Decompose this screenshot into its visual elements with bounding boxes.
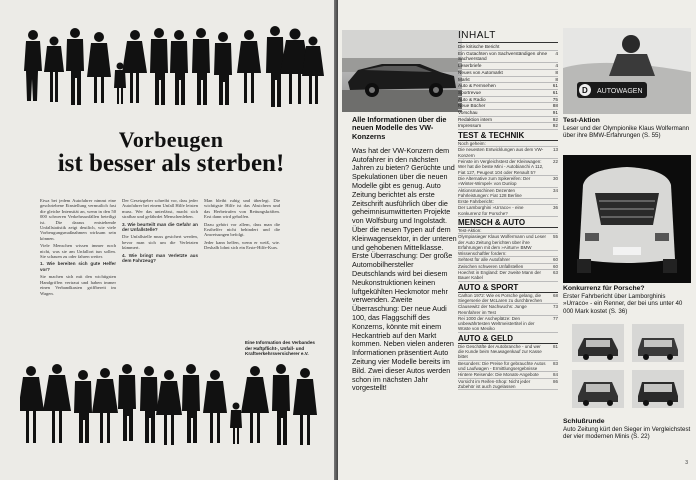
paragraph: Der Gesetzgeber schreibt vor, dass jeder Autofahrer bei einem Unfall Hilfe leisten muss. Wer das unterlässt, macht sich strafbar und gefährdet Menschenleben. (122, 198, 198, 220)
toc-entry-page: 55 (552, 234, 558, 240)
toc-entry-label: Wissenschaftler fordern: (458, 251, 507, 257)
publisher-note: Eine Information des Verbandes der Haftpflicht-, Unfall- und Kraftverkehrsversicherer e.V. (245, 340, 315, 357)
toc-row-page: 8 (555, 76, 558, 82)
toc-row (458, 70, 558, 77)
caption-title: Schlußrunde (563, 418, 605, 425)
toc-row-label: Die kritische Bericht (458, 44, 500, 49)
toc-entry-page: 60 (552, 257, 558, 263)
toc-entry-label: Rei 1000 der Ascheplätze: Den unbewährtesten Weltmeistertitel in der Wüste von Mexiko (458, 315, 535, 332)
toc-entry-page: 73 (552, 304, 558, 310)
toc-entry (458, 316, 558, 333)
toc-row-label: Redaktion intern (458, 116, 493, 122)
subheading: 1. Wie bereiten sich gute Helfer vor? (40, 261, 116, 272)
paragraph: Die Unfallstelle muss gesichert werden, bevor man sich um die Verletzten kümmert. (122, 234, 198, 251)
toc-row-page: 4 (555, 63, 558, 69)
toc-entry-label: Carlton 1972: Wie es Porsche gelang, die Siegerserie der McLaren zu durchbrechen (458, 292, 543, 303)
toc-entry (458, 379, 558, 391)
toc-row (458, 110, 558, 117)
toc-entry-label: Die Geschäfte der Autobranche - und wer die Kunde beim Neuwagenkauf zur Kasse bittet (458, 343, 542, 360)
toc-row-page: 92 (552, 116, 558, 122)
toc-row-page: 4 (555, 50, 558, 56)
caption-title: Test-Aktion (563, 117, 600, 124)
toc-row (458, 83, 558, 90)
caption-title: Konkurrenz für Porsche? (563, 285, 645, 292)
toc-entry-page: 60 (552, 263, 558, 269)
vw-article-intro (352, 116, 457, 393)
left-page (0, 0, 334, 480)
headline (40, 128, 302, 176)
toc-entry-label: Clausewitz der Nachwuchs: Junge Rennfahrer im Test (458, 304, 527, 315)
paragraph: Dazu gehört vor allem, dass man die Ersthelfer nicht behindert und die Anweisungen befolgt. (204, 221, 280, 238)
toc-entry-page: 86 (552, 378, 558, 384)
paragraph: Sie machen sich mit den wichtigsten Handgriffen vertraut und haben immer einen Verbandkasten griffbereit im Wagen. (40, 274, 116, 296)
toc-entry (458, 361, 558, 373)
toc-row (458, 44, 558, 51)
toc-entry-label: Test-Aktion: (458, 228, 482, 233)
toc-entry-label: Erste Fahrbericht: (458, 199, 494, 205)
toc-section-title: TEST & TECHNIK (458, 131, 558, 141)
intro-body: Was hat der VW-Konzern dem Autofahrer in den nächsten Jahren zu bieten? Gerüchte und Spekulationen über die neuen Modelle gibt es genug. Auto Zeitung berichtet als erste Zeitschrift ausführlich über die geheimnisumwitterten Projekte von Wolfsburg und Ingolstadt. Über die neuen Typen auf dem Kleinwagensektor, in der unteren und gehobenen Mittelklasse. Erste Überraschung: Der große Automobilhersteller Deutschlands wird bei diesem Neukonstruktionen keinen luftgekühlten Heckmotor mehr verwenden. Zweite Überraschung: Der neue Audi 100, das Flaggschiff des Konzerns, könnte mit einem Heckantrieb auf den Markt kommen. Neben vielen anderen Informationen präsentiert Auto Zeitung vier Modelle bereits im Bild. Zwei dieser Autos werden schon im nächsten Jahr vorgestellt! (352, 145, 457, 393)
article-column-3 (204, 198, 280, 253)
toc-row-page: 91 (552, 110, 558, 116)
toc-row-page: 61 (552, 89, 558, 95)
toc-entry (458, 293, 558, 305)
toc-row (458, 97, 558, 104)
toc-row-page: 75 (552, 96, 558, 102)
toc-row-label: Sportrevue (458, 89, 481, 95)
subheading: 4. Wie bringt man Verletzte aus dem Fahrzeug? (122, 252, 198, 264)
toc-row (458, 63, 558, 70)
plate-text: AUTOWAGEN (597, 88, 643, 95)
toc-row-label: Leserbriefe (458, 63, 482, 69)
test-action-photo (563, 28, 691, 114)
final-caption (563, 418, 691, 441)
toc-entry (458, 188, 558, 200)
paragraph: Viele Menschen wissen immer noch nicht, was sie am Unfallort tun sollen. Sie schauen zu oder fahren weiter. (40, 243, 116, 260)
subheading: 3. Wie beurteilt man die Gefahr an der Unfallstelle? (122, 221, 198, 233)
silhouette-crowd-bottom (20, 360, 325, 452)
toc-entry-page: 22 (552, 159, 558, 165)
four-minis-photo (568, 322, 688, 412)
toc-row-page: 88 (552, 103, 558, 109)
caption-body: Auto Zeitung kürt den Sieger im Vergleichstest der vier modernen Minis (S. 22) (563, 425, 691, 441)
toc-entry-label: Hoechst in England: Der zweite Mann der Bauer Kabel (458, 270, 542, 281)
right-page (338, 0, 696, 480)
toc-entry-page: 36 (552, 205, 558, 211)
toc-sections (458, 131, 558, 390)
toc-row-page: 61 (552, 83, 558, 89)
intro-title: Alle Informationen über die neuen Modelle des VW-Konzerns (352, 115, 447, 141)
toc-entry-label: Hintere Reisende: Die Monats-Angebote (458, 372, 539, 378)
toc-entry (458, 159, 558, 176)
silhouette-crowd-top (20, 24, 325, 114)
toc-entry-label: Noch geheim: (458, 141, 486, 147)
article-column-2 (122, 198, 198, 265)
toc-entry-page: 30 (552, 175, 558, 181)
paragraph: Man bleibt ruhig und überlegt. Die wichtigste Hilfe ist das Absichern und das Herbeirufen von Rettungskräften. Erst dann wird geholfen. (204, 198, 280, 220)
caption-body: Erster Fahrbericht über Lamborghinis »Urraco« - ein Renner, der bei uns unter 40 000 Mark kostet (S. 36) (563, 292, 683, 315)
toc-row-label: Ein Gutachten von Sachverständigen ohne Sachverstand (458, 50, 548, 62)
toc-row (458, 77, 558, 84)
toc-entry-label: Besonders: Die Preise für gebrauchte Autos und Laufwagen - Ermittlungsergebnisse (458, 360, 546, 371)
toc-row-label: Auto & Radio (458, 96, 486, 102)
toc-entry-label: Zwischen schweren Unfallstellen (458, 263, 524, 269)
toc-entry (458, 176, 558, 188)
toc-row (458, 123, 558, 130)
toc-entry-label: Der Lamborghini »Urraco« - eine Konkurrenz für Porsche? (458, 205, 524, 216)
toc-row-page: 92 (552, 123, 558, 129)
toc-entry (458, 234, 558, 251)
toc-entry-page: 81 (552, 343, 558, 349)
paragraph: Jeder kann helfen, wenn er weiß, wie. Deshalb lohnt sich ein Erste-Hilfe-Kurs. (204, 239, 280, 251)
toc-entry-label: Aktionsmaschinen Dezenten Fahrleistungen: Fiat 128 Berline (458, 187, 522, 198)
test-action-caption (563, 117, 691, 140)
toc-entry (458, 304, 558, 316)
toc-row (458, 90, 558, 97)
toc-entry-label: Sehtest für alle Autofahrer (458, 257, 511, 263)
article-column-1 (40, 198, 116, 298)
toc-entry-label: Die neuesten Entwicklungen aus dem VW-Konzern (458, 147, 544, 158)
caption-body: Leser und der Olympionike Klaus Wolfermann über ihre BMW-Erfahrungen (S. 55) (563, 124, 690, 140)
toc-entry (458, 344, 558, 361)
toc-row (458, 103, 558, 110)
vw-car-photo (342, 30, 462, 112)
table-of-contents (458, 30, 558, 390)
toc-entry-page: 63 (552, 270, 558, 276)
toc-row-label: Neues von Automarkt (458, 69, 503, 75)
toc-section-title: AUTO & SPORT (458, 283, 558, 293)
toc-row-label: Auto & Fernsehen (458, 83, 496, 89)
toc-entry-label: Die Alternative zum Spikereifen: Der »Winter-Wimpel« von Dunlop (458, 175, 531, 187)
lamborghini-photo (563, 155, 691, 283)
toc-row-page: 8 (555, 69, 558, 75)
toc-row (458, 51, 558, 63)
toc-entry (458, 205, 558, 217)
toc-entry-page: 13 (552, 147, 558, 153)
toc-section-title: AUTO & GELD (458, 334, 558, 344)
toc-entry-page: 34 (552, 187, 558, 193)
toc-entry-label: Feinste im Vergleichstest der Kleinwagen: Wer hat die beste Mini - Autobianchi A 112, Fiat 127, Peugeot 104 oder Renault 5? (458, 159, 544, 175)
toc-title: INHALT (458, 30, 558, 43)
page-number: 3 (685, 460, 688, 466)
toc-top-rows (458, 44, 558, 130)
toc-row-label: Neue Bücher (458, 103, 486, 109)
toc-row-label: Impressum (458, 123, 482, 129)
headline-line-2: ist besser als sterben! (57, 150, 285, 177)
headline-line-1: Vorbeugen (118, 127, 224, 152)
toc-entry-page: 84 (552, 372, 558, 378)
toc-entry-label: Olympiasieger Klaus Wolfermann und Leser der Auto Zeitung berichten über ihre Erfahrungen mit dem »Airtum« BMW (458, 234, 546, 250)
toc-entry-page: 83 (552, 360, 558, 366)
toc-entry (458, 270, 558, 282)
paragraph: Etwa bei jedem Autofahrer nimmt eine geschriebene Einstellung vermutlich fast die gleiche Intensität an, wenn in den 50 000 schweren Verkehrsunfällen beteiligt ist. Die daraus entstehende Unfallstatistik zeigt deutlich, wie viele Vorbeugungsmaßnahmen wirksam sein können. (40, 198, 116, 241)
toc-entry-page: 77 (552, 315, 558, 321)
toc-entry (458, 147, 558, 159)
toc-row (458, 117, 558, 124)
toc-entry-page: 68 (552, 292, 558, 298)
toc-row-label: Vorschau (458, 110, 478, 116)
porsche-caption (563, 285, 691, 315)
toc-section-title: MENSCH & AUTO (458, 218, 558, 228)
toc-entry-label: Vorsicht im Reifen-Shop: Nicht jeder Zubehör ist auch zugelassen (458, 378, 531, 389)
svg-text:D: D (582, 86, 588, 95)
toc-row-label: Markt (458, 76, 470, 82)
